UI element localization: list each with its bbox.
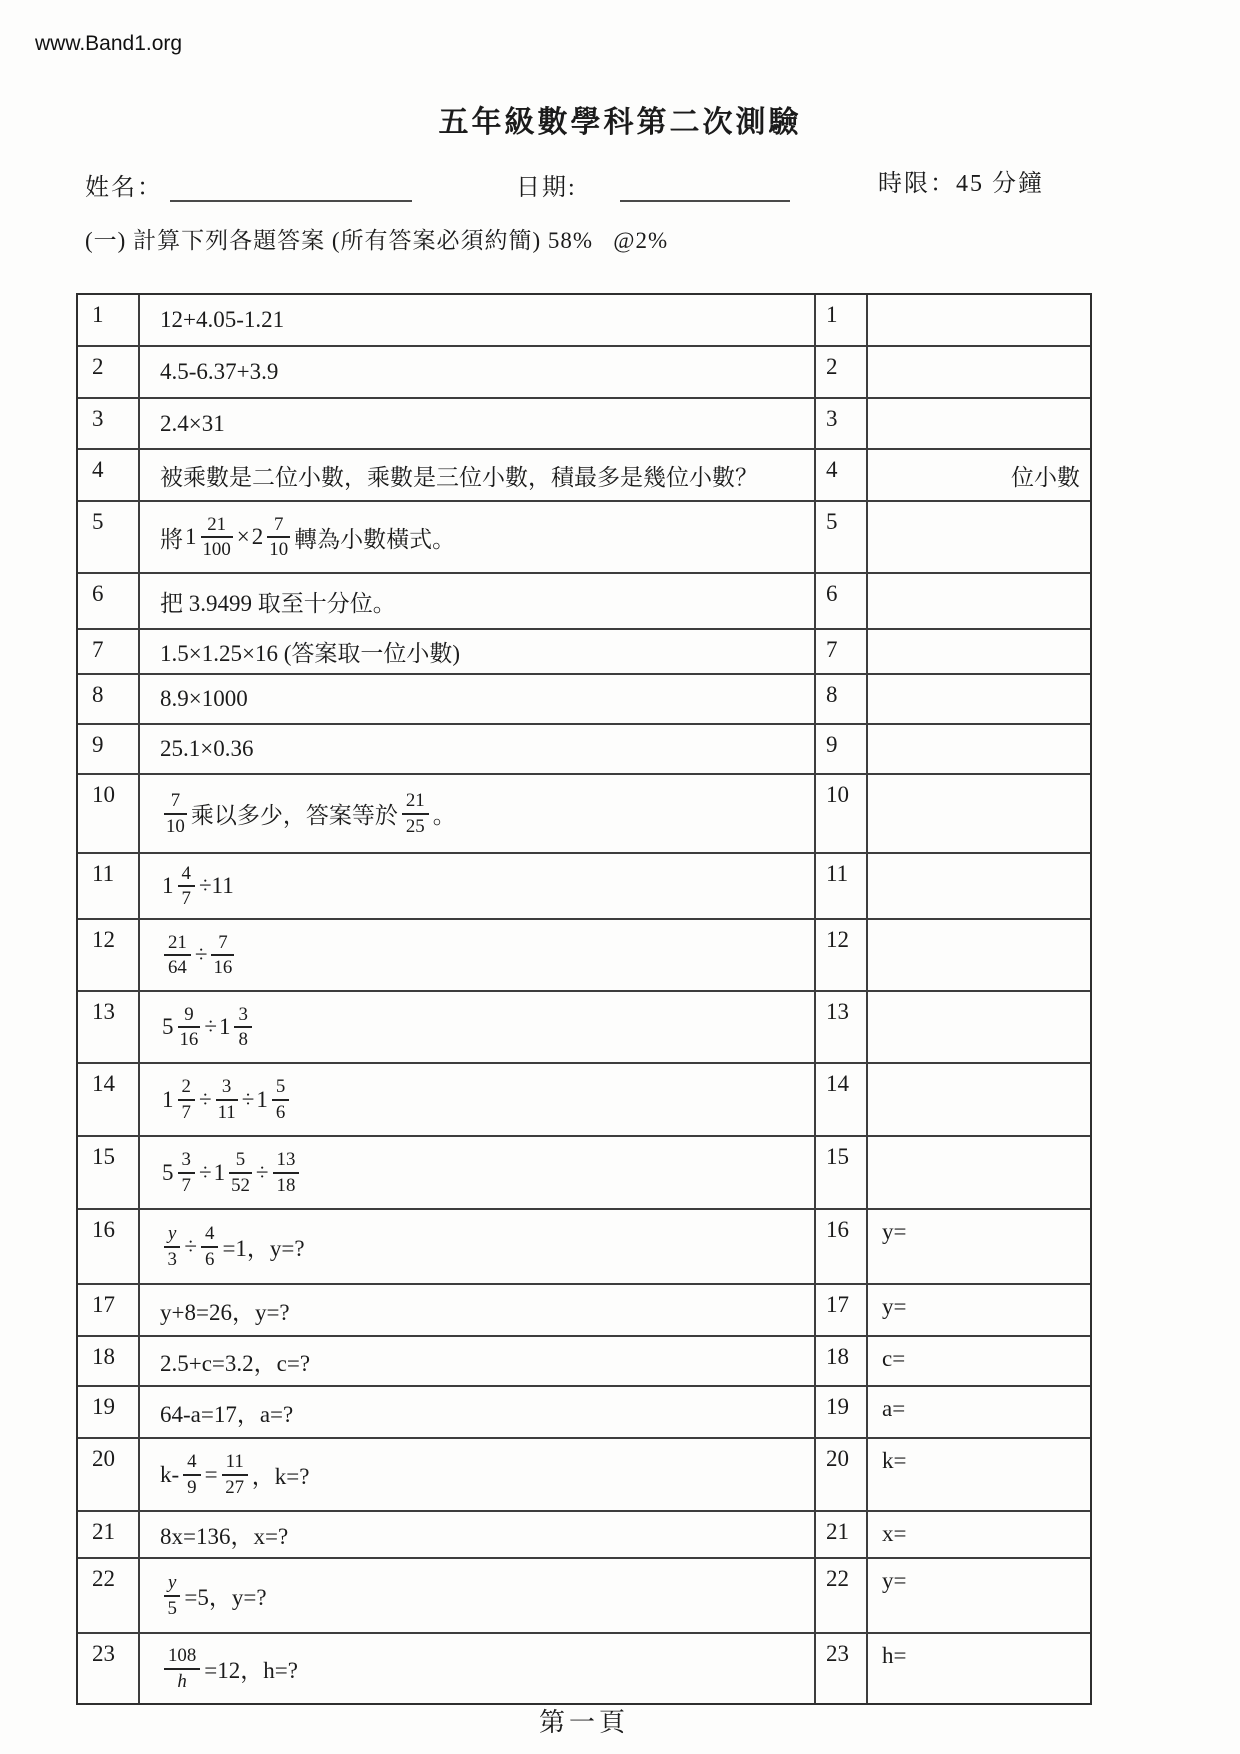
fraction-stack bbox=[402, 790, 429, 836]
numerator: 3 bbox=[234, 1004, 251, 1028]
answer-number: 10 bbox=[814, 775, 868, 852]
answer-cell bbox=[868, 1137, 1090, 1208]
fraction-stack bbox=[273, 1149, 300, 1195]
fraction-stack bbox=[201, 514, 233, 560]
text-part: ÷ bbox=[255, 1159, 269, 1185]
fraction-stack bbox=[178, 1004, 201, 1050]
problem-number: 17 bbox=[78, 1285, 140, 1335]
text-part: 4.5-6.37+3.9 bbox=[160, 359, 279, 384]
numerator: 21 bbox=[164, 932, 191, 956]
text-part: 2.4×31 bbox=[160, 410, 225, 436]
denominator: 16 bbox=[213, 957, 233, 978]
whole-number: 1 bbox=[218, 1014, 231, 1039]
answer-cell bbox=[868, 675, 1090, 723]
denominator: 52 bbox=[231, 1174, 250, 1196]
answer-number: 5 bbox=[814, 502, 868, 572]
site-watermark: www.Band1.org bbox=[35, 32, 183, 55]
table-row bbox=[78, 1283, 1090, 1335]
answer-number: 7 bbox=[814, 630, 868, 673]
numerator: 7 bbox=[164, 790, 187, 814]
problem-number: 18 bbox=[78, 1337, 140, 1385]
whole-number: 1 bbox=[213, 1159, 226, 1185]
table-row bbox=[78, 500, 1090, 572]
table-row bbox=[78, 628, 1090, 673]
text-part: 將 bbox=[160, 526, 183, 552]
denominator: h bbox=[177, 1670, 187, 1692]
problem-text bbox=[140, 1387, 814, 1437]
text-part: 2.5+c=3.2，c=? bbox=[160, 1350, 311, 1376]
denominator: 10 bbox=[166, 815, 185, 837]
numerator: 4 bbox=[178, 863, 195, 887]
answer-number: 22 bbox=[814, 1559, 868, 1632]
text-part: ÷ bbox=[194, 942, 208, 967]
denominator: 3 bbox=[167, 1248, 177, 1270]
fraction bbox=[162, 1004, 202, 1050]
answer-cell: x= bbox=[882, 1521, 907, 1546]
problem-text bbox=[140, 854, 814, 918]
question-table bbox=[76, 293, 1092, 1705]
table-row bbox=[78, 1208, 1090, 1283]
time-limit-label: 時限：45 分鐘 bbox=[878, 171, 1044, 197]
problem-text bbox=[140, 775, 814, 852]
text-part: =1，y=? bbox=[222, 1236, 305, 1261]
fraction bbox=[199, 1223, 220, 1269]
answer-number: 19 bbox=[814, 1387, 868, 1437]
answer-cell bbox=[868, 1064, 1090, 1135]
numerator: 2 bbox=[178, 1076, 195, 1100]
text-part: 轉為小數橫式。 bbox=[294, 526, 456, 552]
problem-number: 19 bbox=[78, 1387, 140, 1437]
fraction bbox=[271, 1149, 302, 1195]
numerator: 108 bbox=[164, 1645, 200, 1669]
text-part: ，k=? bbox=[251, 1464, 310, 1489]
date-label: 日期: bbox=[516, 175, 577, 201]
problem-number: 16 bbox=[78, 1210, 140, 1283]
denominator: 6 bbox=[205, 1248, 215, 1270]
answer-cell: y= bbox=[882, 1219, 907, 1244]
fraction bbox=[162, 863, 197, 909]
problem-number: 9 bbox=[78, 725, 140, 773]
problem-text bbox=[140, 630, 814, 673]
problem-number: 8 bbox=[78, 675, 140, 723]
table-row bbox=[78, 295, 1090, 345]
answer-cell bbox=[868, 295, 1090, 345]
problem-text bbox=[140, 1559, 814, 1632]
problem-number: 5 bbox=[78, 502, 140, 572]
fraction bbox=[219, 1004, 254, 1050]
text-part: 64-a=17，a=? bbox=[160, 1401, 294, 1427]
problem-text bbox=[140, 295, 814, 345]
text-part: 8x=136，x=? bbox=[160, 1524, 289, 1549]
table-row bbox=[78, 773, 1090, 852]
fraction bbox=[220, 1451, 250, 1497]
answer-cell: k= bbox=[882, 1448, 907, 1473]
text-part: ÷ bbox=[241, 1086, 255, 1112]
answer-number: 11 bbox=[814, 854, 868, 918]
problem-text bbox=[140, 920, 814, 990]
answer-cell bbox=[868, 920, 1090, 990]
numerator: 4 bbox=[183, 1451, 200, 1475]
text-part: 乘以多少，答案等於 bbox=[190, 803, 398, 828]
problem-number: 2 bbox=[78, 347, 140, 397]
denominator: 27 bbox=[225, 1476, 245, 1498]
text-part: 被乘數是二位小數，乘數是三位小數，積最多是幾位小數？ bbox=[160, 464, 758, 490]
answer-number: 3 bbox=[814, 399, 868, 448]
text-part: 12+4.05-1.21 bbox=[160, 307, 285, 332]
problem-text bbox=[140, 1512, 814, 1557]
table-row bbox=[78, 397, 1090, 448]
numerator: y bbox=[164, 1572, 180, 1596]
answer-cell: 位小數 bbox=[1011, 465, 1080, 490]
fraction bbox=[181, 1451, 202, 1497]
fraction bbox=[214, 1149, 254, 1195]
text-part: × bbox=[236, 524, 250, 549]
denominator: 64 bbox=[168, 957, 187, 978]
fraction-stack bbox=[201, 1223, 218, 1269]
numerator: 13 bbox=[273, 1149, 300, 1173]
problem-number: 14 bbox=[78, 1064, 140, 1135]
answer-cell bbox=[868, 854, 1090, 918]
fraction bbox=[209, 932, 236, 978]
problem-number: 11 bbox=[78, 854, 140, 918]
fraction-stack bbox=[164, 1645, 200, 1691]
answer-number: 1 bbox=[814, 295, 868, 345]
table-row bbox=[78, 1632, 1090, 1703]
numerator: 9 bbox=[178, 1004, 201, 1028]
answer-cell bbox=[868, 574, 1090, 628]
denominator: 10 bbox=[269, 539, 289, 560]
page-title: 五年級數學科第二次測驗 bbox=[438, 106, 802, 139]
table-row bbox=[78, 990, 1090, 1062]
answer-cell bbox=[868, 399, 1090, 448]
fraction-stack bbox=[164, 932, 191, 978]
answer-number: 13 bbox=[814, 992, 868, 1062]
problem-text bbox=[140, 502, 814, 572]
problem-text bbox=[140, 725, 814, 773]
text-part: ÷ bbox=[184, 1233, 197, 1259]
fraction bbox=[162, 1076, 197, 1122]
fraction-stack bbox=[272, 1076, 289, 1122]
whole-number: 1 bbox=[162, 873, 174, 898]
fraction bbox=[162, 1223, 182, 1269]
text-part: = bbox=[204, 1461, 218, 1487]
answer-number: 2 bbox=[814, 347, 868, 397]
problem-number: 7 bbox=[78, 630, 140, 673]
problem-text bbox=[140, 347, 814, 397]
denominator: 100 bbox=[202, 539, 231, 560]
table-row bbox=[78, 1135, 1090, 1208]
denominator: 7 bbox=[181, 1101, 191, 1123]
answer-cell bbox=[868, 630, 1090, 673]
problem-text bbox=[140, 1137, 814, 1208]
problem-text bbox=[140, 574, 814, 628]
fraction bbox=[252, 514, 292, 560]
fraction-stack bbox=[211, 932, 234, 978]
text-part: y+8=26，y=? bbox=[160, 1299, 290, 1325]
fraction-stack bbox=[216, 1076, 238, 1122]
table-row bbox=[78, 673, 1090, 723]
numerator: 5 bbox=[229, 1149, 252, 1173]
numerator: y bbox=[164, 1223, 180, 1247]
denominator: 7 bbox=[181, 888, 191, 909]
fraction-stack bbox=[222, 1451, 248, 1497]
fraction-stack bbox=[164, 1572, 180, 1618]
text-part: ÷11 bbox=[198, 873, 234, 898]
answer-cell bbox=[868, 992, 1090, 1062]
numerator: 3 bbox=[178, 1149, 195, 1173]
problem-number: 1 bbox=[78, 295, 140, 345]
problem-number: 12 bbox=[78, 920, 140, 990]
problem-number: 22 bbox=[78, 1559, 140, 1632]
answer-number: 9 bbox=[814, 725, 868, 773]
text-part: 1.5×1.25×16 (答案取一位小數) bbox=[160, 641, 461, 666]
fraction-stack bbox=[164, 790, 187, 836]
fraction-stack bbox=[178, 1149, 195, 1195]
whole-number: 1 bbox=[185, 524, 197, 549]
problem-text bbox=[140, 1337, 814, 1385]
whole-number: 2 bbox=[251, 524, 264, 549]
numerator: 4 bbox=[201, 1223, 218, 1247]
problem-number: 3 bbox=[78, 399, 140, 448]
numerator: 5 bbox=[272, 1076, 289, 1100]
fraction bbox=[162, 790, 189, 836]
answer-cell: y= bbox=[882, 1294, 907, 1319]
table-row bbox=[78, 345, 1090, 397]
text-part: =12，h=? bbox=[204, 1658, 298, 1683]
problem-text bbox=[140, 1634, 814, 1703]
text-part: 8.9×1000 bbox=[160, 686, 248, 711]
text-part: k- bbox=[160, 1461, 180, 1487]
answer-cell: h= bbox=[882, 1643, 907, 1668]
table-row bbox=[78, 1557, 1090, 1632]
denominator: 8 bbox=[238, 1029, 248, 1050]
page-footer: 第一頁 bbox=[538, 1708, 629, 1737]
date-field-blank bbox=[620, 200, 790, 202]
problem-text bbox=[140, 1210, 814, 1283]
problem-text bbox=[140, 992, 814, 1062]
problem-text bbox=[140, 1285, 814, 1335]
table-row bbox=[78, 1062, 1090, 1135]
numerator: 3 bbox=[216, 1076, 238, 1100]
answer-number: 23 bbox=[814, 1634, 868, 1703]
fraction-stack bbox=[229, 1149, 252, 1195]
fraction-stack bbox=[178, 863, 195, 909]
numerator: 21 bbox=[402, 790, 429, 814]
answer-number: 8 bbox=[814, 675, 868, 723]
answer-number: 15 bbox=[814, 1137, 868, 1208]
answer-number: 4 bbox=[814, 450, 868, 500]
denominator: 7 bbox=[181, 1174, 191, 1196]
numerator: 21 bbox=[201, 514, 233, 538]
whole-number: 1 bbox=[162, 1086, 174, 1112]
text-part: =5，y=? bbox=[184, 1585, 267, 1610]
section-heading: (一) 計算下列各題答案 (所有答案必須約簡) 58% @2% bbox=[85, 228, 669, 253]
denominator: 9 bbox=[187, 1476, 197, 1498]
name-field-blank bbox=[170, 200, 412, 202]
table-row bbox=[78, 1385, 1090, 1437]
table-row bbox=[78, 572, 1090, 628]
answer-number: 6 bbox=[814, 574, 868, 628]
answer-number: 20 bbox=[814, 1439, 868, 1510]
denominator: 6 bbox=[275, 1101, 286, 1123]
problem-number: 6 bbox=[78, 574, 140, 628]
table-row bbox=[78, 1510, 1090, 1557]
answer-number: 12 bbox=[814, 920, 868, 990]
problem-number: 10 bbox=[78, 775, 140, 852]
answer-cell bbox=[868, 502, 1090, 572]
fraction-stack bbox=[164, 1223, 180, 1269]
fraction bbox=[162, 1149, 197, 1195]
problem-number: 4 bbox=[78, 450, 140, 500]
numerator: 7 bbox=[267, 514, 290, 538]
answer-cell bbox=[868, 725, 1090, 773]
problem-text bbox=[140, 399, 814, 448]
whole-number: 1 bbox=[256, 1086, 268, 1112]
table-row bbox=[78, 1437, 1090, 1510]
fraction-stack bbox=[267, 514, 290, 560]
denominator: 16 bbox=[179, 1029, 199, 1050]
text-part: 。 bbox=[432, 803, 456, 828]
denominator: 18 bbox=[276, 1174, 296, 1196]
answer-number: 16 bbox=[814, 1210, 868, 1283]
problem-text bbox=[140, 1439, 814, 1510]
answer-number: 21 bbox=[814, 1512, 868, 1557]
problem-number: 15 bbox=[78, 1137, 140, 1208]
text-part: 25.1×0.36 bbox=[160, 736, 254, 761]
answer-number: 17 bbox=[814, 1285, 868, 1335]
fraction-stack bbox=[183, 1451, 200, 1497]
denominator: 25 bbox=[405, 815, 425, 837]
fraction bbox=[162, 932, 193, 978]
fraction-stack bbox=[178, 1076, 195, 1122]
answer-number: 18 bbox=[814, 1337, 868, 1385]
fraction-stack bbox=[234, 1004, 251, 1050]
numerator: 11 bbox=[222, 1451, 248, 1475]
whole-number: 5 bbox=[162, 1014, 174, 1039]
fraction bbox=[162, 1572, 182, 1618]
answer-cell bbox=[868, 775, 1090, 852]
numerator: 7 bbox=[211, 932, 234, 956]
fraction bbox=[400, 790, 431, 836]
table-row bbox=[78, 1335, 1090, 1385]
fraction bbox=[162, 1645, 202, 1691]
problem-text bbox=[140, 450, 814, 500]
answer-cell: c= bbox=[882, 1346, 906, 1371]
fraction bbox=[185, 514, 235, 560]
table-row bbox=[78, 448, 1090, 500]
text-part: ÷ bbox=[204, 1014, 217, 1039]
answer-cell: y= bbox=[882, 1568, 907, 1593]
table-row bbox=[78, 723, 1090, 773]
name-label: 姓名： bbox=[85, 175, 163, 201]
text-part: ÷ bbox=[198, 1159, 212, 1185]
table-row bbox=[78, 918, 1090, 990]
fraction bbox=[214, 1076, 240, 1122]
whole-number: 5 bbox=[162, 1159, 174, 1185]
problem-text bbox=[140, 675, 814, 723]
denominator: 11 bbox=[217, 1101, 236, 1123]
fraction bbox=[256, 1076, 291, 1122]
table-row bbox=[78, 852, 1090, 918]
text-part: ÷ bbox=[198, 1086, 212, 1112]
denominator: 5 bbox=[167, 1597, 177, 1619]
answer-cell: a= bbox=[882, 1396, 906, 1421]
problem-number: 20 bbox=[78, 1439, 140, 1510]
problem-number: 21 bbox=[78, 1512, 140, 1557]
problem-text bbox=[140, 1064, 814, 1135]
answer-cell bbox=[868, 347, 1090, 397]
text-part: 把 3.9499 取至十分位。 bbox=[160, 590, 396, 616]
problem-number: 23 bbox=[78, 1634, 140, 1703]
problem-number: 13 bbox=[78, 992, 140, 1062]
answer-number: 14 bbox=[814, 1064, 868, 1135]
